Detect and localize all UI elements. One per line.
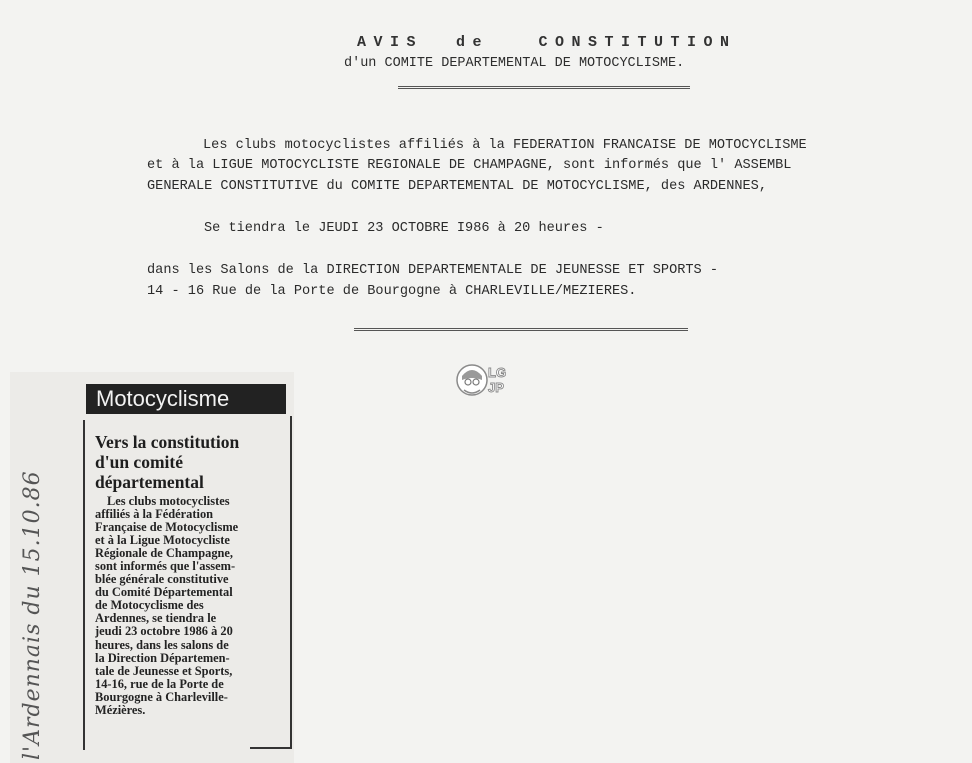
article-line: sont informés que l'assem- [95, 560, 236, 574]
notice-line: Les clubs motocyclistes affiliés à la FEDERATION FRANCAISE DE MOTOCYCLISME [203, 138, 807, 153]
logo-text-bottom: JP [488, 380, 504, 395]
article-title-line: départemental [95, 472, 204, 492]
article-line: Bourgogne à Charleville- [95, 690, 228, 704]
article-title [95, 432, 285, 492]
notice-address-line: 14 - 16 Rue de la Porte de Bourgogne à CHARLEVILLE/MEZIERES. [147, 284, 637, 299]
notice-heading: AVIS de CONSTITUTION [357, 34, 737, 51]
article-line: Les clubs motocyclistes [107, 495, 230, 508]
clipping-frame-bottom [250, 747, 292, 749]
article-line: de Motocyclisme des [95, 599, 204, 613]
article-line: tale de Jeunesse et Sports, [95, 664, 233, 678]
rubric-banner: Motocyclisme [86, 384, 286, 414]
article-line: affiliés à la Fédération [95, 508, 214, 522]
notice-date-line: Se tiendra le JEUDI 23 OCTOBRE I986 à 20 heures - [204, 221, 604, 236]
handwritten-note: l'Ardennais du 15.10.86 [20, 470, 45, 760]
heading-underline [398, 86, 690, 89]
article-line: Française de Motocyclisme [95, 521, 239, 535]
article-line: et à la Ligue Motocycliste [95, 534, 230, 548]
article-line: jeudi 23 octobre 1986 à 20 [95, 625, 233, 639]
article-line: Mézières. [95, 703, 146, 717]
notice-line: GENERALE CONSTITUTIVE du COMITE DEPARTEMENTAL DE MOTOCYCLISME, des ARDENNES, [147, 179, 767, 194]
article-title-line: d'un comité [95, 452, 183, 472]
notice-subheading: d'un COMITE DEPARTEMENTAL DE MOTOCYCLISME. [344, 56, 685, 71]
article-title-line: Vers la constitution [95, 432, 240, 452]
clipping-frame-right [290, 416, 292, 748]
lgjp-logo-icon [452, 356, 516, 402]
article-body [95, 495, 282, 717]
notice-venue-line: dans les Salons de la DIRECTION DEPARTEMENTALE DE JEUNESSE ET SPORTS - [147, 263, 719, 278]
article-line: du Comité Départemental [95, 586, 233, 600]
article-line: Ardennes, se tiendra le [95, 612, 217, 626]
logo-text-top: LG [488, 365, 507, 380]
article-line: 14-16, rue de la Porte de [95, 677, 224, 691]
article-line: Régionale de Champagne, [95, 547, 234, 561]
notice-line: et à la LIGUE MOTOCYCLISTE REGIONALE DE CHAMPAGNE, sont informés que l' ASSEMBL [147, 158, 792, 173]
clipping-frame-left [83, 420, 85, 750]
closing-rule [354, 328, 688, 331]
article-line: la Direction Départemen- [95, 651, 230, 665]
article-line: heures, dans les salons de [95, 638, 229, 652]
article-line: blée générale constitutive [95, 573, 229, 587]
